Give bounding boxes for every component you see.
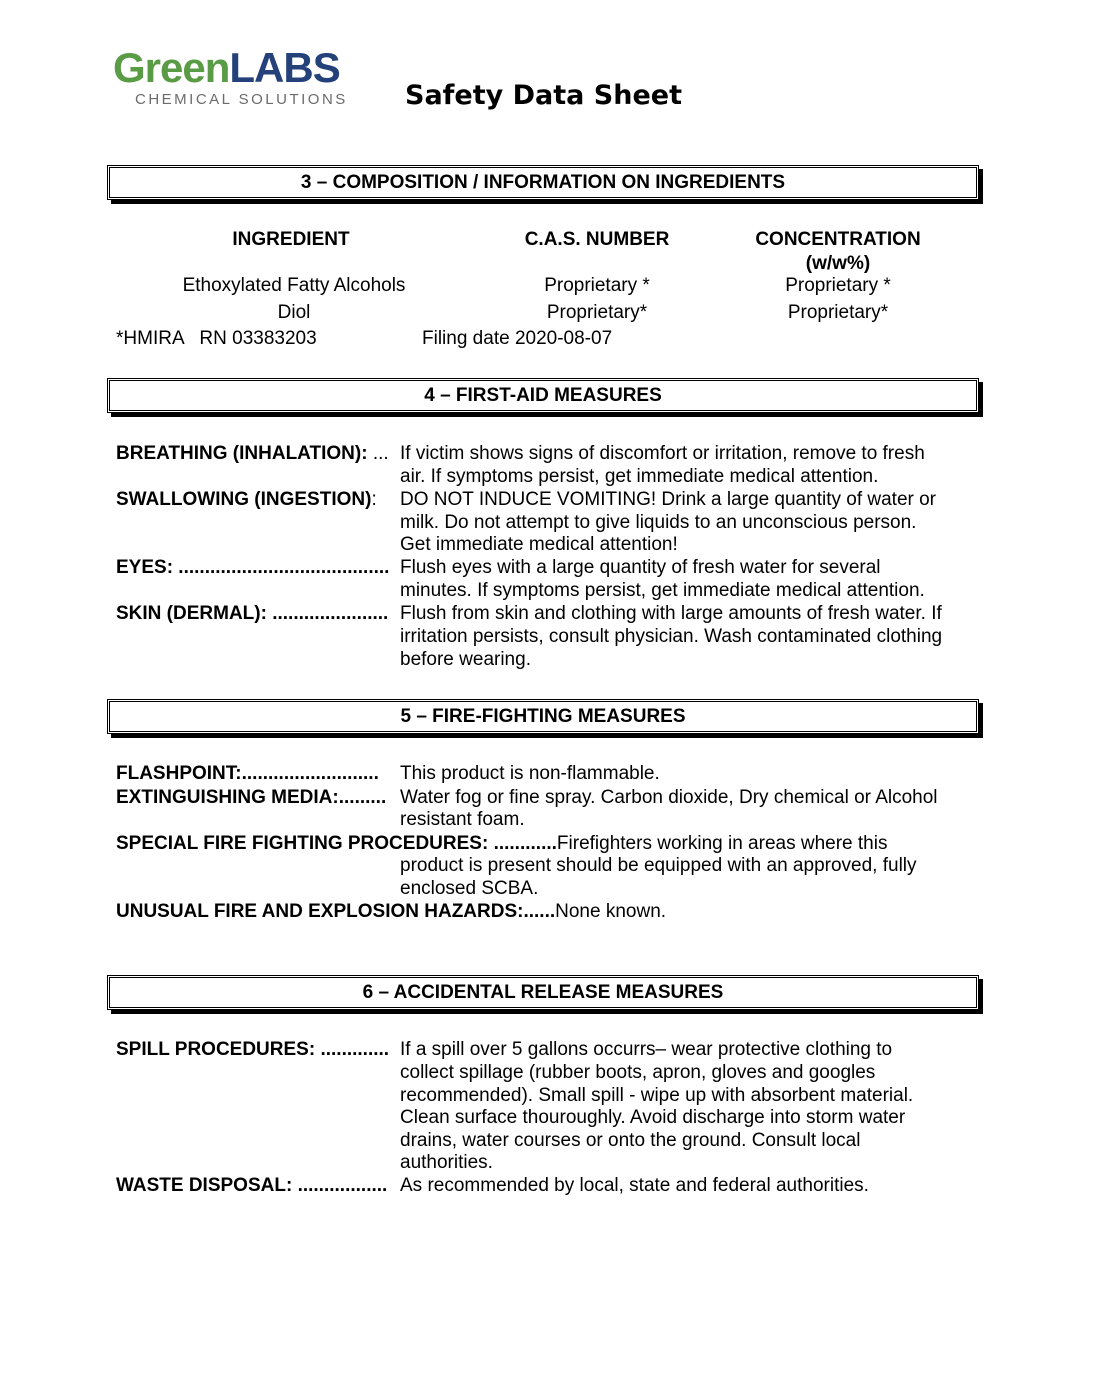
skin-text: Flush from skin and clothing with large amounts of fresh water. If [400,603,942,624]
column-header-cas: C.A.S. NUMBER [524,229,670,250]
spill-procedures-text: If a spill over 5 gallons occurrs– wear protective clothing to [400,1039,893,1060]
flashpoint-text: This product is non-flammable. [400,763,660,784]
concentration-cell: Proprietary* [787,302,889,323]
section-3-heading: 3 – COMPOSITION / INFORMATION ON INGREDIENTS [107,165,979,200]
swallowing-text: Get immediate medical attention! [400,534,678,555]
ingredient-cell: Ethoxylated Fatty Alcohols [182,275,406,296]
cas-cell: Proprietary* [546,302,648,323]
concentration-cell: Proprietary * [785,275,891,296]
spill-procedures-text: Clean surface thouroughly. Avoid discharge into storm water [400,1107,906,1128]
special-procedures-label-text: SPECIAL FIRE FIGHTING PROCEDURES: ............ [116,833,557,854]
spill-procedures-label: SPILL PROCEDURES: ............. [116,1039,390,1060]
special-procedures-text: product is present should be equipped with an approved, fully [400,855,917,876]
spill-procedures-text: recommended). Small spill - wipe up with absorbent material. [400,1085,914,1106]
special-procedures-text: enclosed SCBA. [400,878,539,899]
special-procedures-label [116,832,887,855]
section-4-heading: 4 – FIRST-AID MEASURES [107,378,979,413]
document-title: Safety Data Sheet [405,80,682,111]
extinguishing-media-text: Water fog or fine spray. Carbon dioxide, Dry chemical or Alcohol [400,787,938,808]
eyes-text: minutes. If symptoms persist, get immediate medical attention. [400,580,925,601]
waste-disposal-label: WASTE DISPOSAL: ................. [116,1175,388,1196]
swallowing-label-text: SWALLOWING (INGESTION) [116,489,372,510]
swallowing-label [116,488,377,511]
breathing-label [116,442,389,465]
breathing-text: If victim shows signs of discomfort or irritation, remove to fresh [400,443,925,464]
unusual-hazards-label [116,900,666,923]
swallowing-colon: : [371,489,377,510]
extinguishing-media-label: EXTINGUISHING MEDIA:......... [116,787,387,808]
swallowing-text: milk. Do not attempt to give liquids to an unconscious person. [400,512,917,533]
skin-label: SKIN (DERMAL): ...................... [116,603,389,624]
breathing-text: air. If symptoms persist, get immediate medical attention. [400,466,879,487]
eyes-label: EYES: ........................................ [116,557,390,578]
waste-disposal-text: As recommended by local, state and federal authorities. [400,1175,869,1196]
column-header-concentration: CONCENTRATION [755,229,921,250]
company-logo [113,44,383,109]
logo-subtitle: CHEMICAL SOLUTIONS [135,91,348,108]
unusual-hazards-text: None known. [555,901,667,922]
section-5-heading: 5 – FIRE-FIGHTING MEASURES [107,699,979,734]
logo-green-text: Green [113,44,230,91]
skin-text: irritation persists, consult physician. Wash contaminated clothing [400,626,943,647]
column-header-ingredient: INGREDIENT [232,229,350,250]
spill-procedures-text: drains, water courses or onto the ground. Consult local [400,1130,861,1151]
ingredient-cell: Diol [277,302,311,323]
special-procedures-text: Firefighters working in areas where this [556,833,888,854]
logo-labs-text: LABS [229,44,340,91]
spill-procedures-text: authorities. [400,1152,493,1173]
flashpoint-label: FLASHPOINT:.......................... [116,763,379,784]
eyes-text: Flush eyes with a large quantity of fresh water for several [400,557,881,578]
breathing-dots: ... [367,443,389,464]
spill-procedures-text: collect spillage (rubber boots, apron, gloves and googles [400,1062,876,1083]
skin-text: before wearing. [400,649,531,670]
hmira-number: *HMIRA RN 03383203 [116,328,317,349]
swallowing-text: DO NOT INDUCE VOMITING! Drink a large quantity of water or [400,489,937,510]
section-6-heading: 6 – ACCIDENTAL RELEASE MEASURES [107,975,979,1010]
unusual-hazards-label-text: UNUSUAL FIRE AND EXPLOSION HAZARDS:...... [116,901,556,922]
cas-cell: Proprietary * [544,275,650,296]
column-header-concentration-unit: (w/w%) [805,253,871,274]
extinguishing-media-text: resistant foam. [400,809,525,830]
filing-date: Filing date 2020-08-07 [422,328,613,349]
breathing-label-text: BREATHING (INHALATION): [116,443,368,464]
